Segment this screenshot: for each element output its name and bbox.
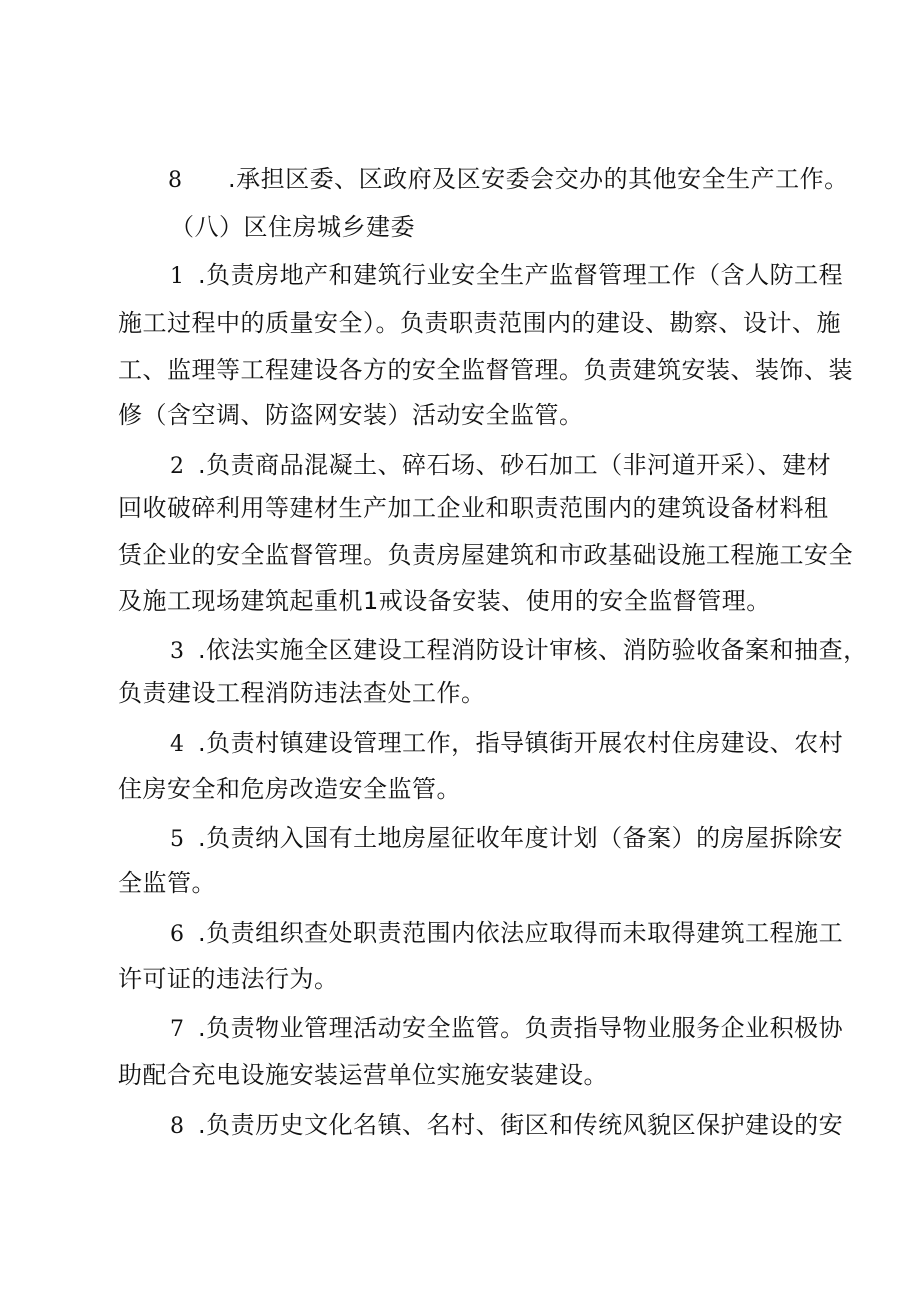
line-text: 施工过程中的质量安全）。负责职责范围内的建设、勘察、设计、施 <box>118 309 841 337</box>
line-text: .负责房地产和建筑行业安全生产监督管理工作（含人防工程 <box>198 261 844 289</box>
line-text: .负责历史文化名镇、名村、街区和传统风貌区保护建设的安 <box>198 1111 844 1139</box>
paragraph-1-line-3 <box>118 355 853 385</box>
paragraph-3-line-1 <box>170 635 870 667</box>
section-heading-text: （八）区住房城乡建委 <box>170 213 415 241</box>
item-number: 8 <box>168 168 183 193</box>
line-text: 工、监理等工程建设各方的安全监督管理。负责建筑安装、装饰、装 <box>118 356 853 384</box>
paragraph-1-line-4 <box>118 400 818 430</box>
line-text: 全监管。 <box>118 869 216 897</box>
line-text: 住房安全和危房改造安全监管。 <box>118 775 461 803</box>
paragraph-1-line-2 <box>118 308 841 338</box>
line-text: 助配合充电设施安装运营单位实施安装建设。 <box>118 1061 608 1089</box>
paragraph-4-line-1 <box>170 728 870 760</box>
item-number: 1 <box>170 264 185 289</box>
item-number: 5 <box>170 827 185 852</box>
line-text: 赁企业的安全监督管理。负责房屋建筑和市政基础设施工程施工安全 <box>118 541 853 569</box>
paragraph-1-line-1 <box>170 260 870 292</box>
paragraph-4-line-2 <box>118 774 818 804</box>
line-text: 及施工现场建筑起重机1戒设备安装、使用的安全监督管理。 <box>118 587 771 615</box>
paragraph-2-line-2 <box>118 493 829 523</box>
item-number: 6 <box>170 922 185 947</box>
line-text: .负责组织查处职责范围内依法应取得而未取得建筑工程施工 <box>198 919 844 947</box>
paragraph-6-line-2 <box>118 964 818 994</box>
line-text: 修（含空调、防盗网安装）活动安全监管。 <box>118 401 584 429</box>
item-number: 4 <box>170 732 185 757</box>
paragraph-8-first-line <box>168 164 868 196</box>
line-text: .依法实施全区建设工程消防设计审核、消防验收备案和抽查， <box>198 636 868 664</box>
paragraph-5-line-1 <box>170 823 870 855</box>
line-text: 负责建设工程消防违法查处工作。 <box>118 679 486 707</box>
item-number: 7 <box>170 1017 185 1042</box>
line-text: .负责商品混凝土、碎石场、砂石加工（非河道开采）、建材 <box>198 451 832 479</box>
paragraph-8-line-1 <box>170 1110 870 1142</box>
paragraph-2-line-1 <box>170 450 870 482</box>
paragraph-2-line-4 <box>118 586 818 616</box>
line-text: 回收破碎利用等建材生产加工企业和职责范围内的建筑设备材料租 <box>118 494 829 522</box>
item-number: 3 <box>170 639 185 664</box>
paragraph-3-line-2 <box>118 678 818 708</box>
line-text: .承担区委、区政府及区安委会交办的其他安全生产工作。 <box>228 165 849 193</box>
section-heading <box>170 212 870 242</box>
paragraph-7-line-1 <box>170 1013 870 1045</box>
paragraph-7-line-2 <box>118 1060 818 1090</box>
line-text: .负责纳入国有土地房屋征收年度计划（备案）的房屋拆除安 <box>198 824 844 852</box>
paragraph-6-line-1 <box>170 918 870 950</box>
item-number: 2 <box>170 454 185 479</box>
line-text: .负责物业管理活动安全监管。负责指导物业服务企业积极协 <box>198 1014 844 1042</box>
line-text: 许可证的违法行为。 <box>118 965 339 993</box>
item-number: 8 <box>170 1114 185 1139</box>
line-text: .负责村镇建设管理工作，指导镇街开展农村住房建设、农村 <box>198 729 844 757</box>
paragraph-2-line-3 <box>118 540 853 570</box>
paragraph-5-line-2 <box>118 868 818 898</box>
